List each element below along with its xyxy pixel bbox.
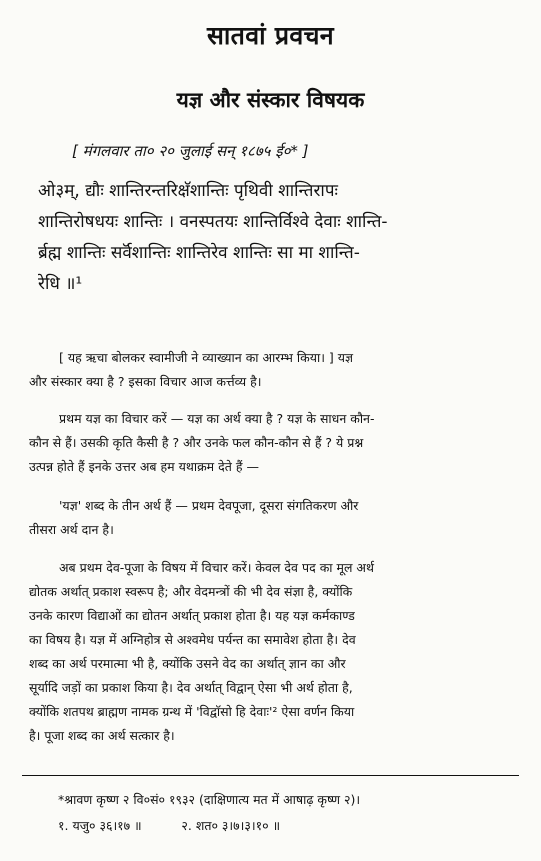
text-line: 'यज्ञ' शब्द के तीन अर्थ हैं — प्रथम देवपूजा, दूसरा संगतिकरण और bbox=[59, 498, 359, 513]
mantra-line: र्ब्रह्म शान्तिः सर्वॅशान्तिः शान्तिरेव शान्तिः सा मा शान्ति- bbox=[38, 243, 360, 263]
text-line: और संस्कार क्या है ? इसका विचार आज कर्त्तव्य है। bbox=[29, 374, 262, 389]
paragraph-meanings bbox=[29, 494, 511, 542]
mantra-line: शान्तिरोषधयः शान्तिः । वनस्पतयः शान्तिर्विश्वे देवाः शान्ति- bbox=[38, 212, 388, 232]
text-line: उत्पन्न होते हैं इनके उत्तर अब हम यथाक्रम देते हैं — bbox=[29, 459, 259, 474]
mantra-line: ओ३म्, द्यौः शान्तिरन्तरिक्षॅशान्तिः पृथिवी शान्तिरापः bbox=[38, 181, 338, 201]
text-line: अब प्रथम देव-पूजा के विषय में विचार करें। केवल देव पद का मूल अर्थ bbox=[59, 560, 374, 575]
chapter-title: सातवां प्रवचन bbox=[207, 21, 334, 50]
footnote-date: *श्रावण कृष्ण २ वि०सं० १९३२ (दाक्षिणात्य मत में आषाढ़ कृष्ण २)। bbox=[58, 792, 361, 807]
text-line: द्योतक अर्थात् प्रकाश स्वरूप है; और वेदमन्त्रों की भी देव संज्ञा है, क्योंकि bbox=[29, 584, 353, 599]
text-line: का विषय है। यज्ञ में अग्निहोत्र से अश्वमेध पर्यन्त का समावेश होता है। देव bbox=[29, 632, 356, 647]
lecture-dateline: [ मंगलवार ता० २० जुलाई सन् १८७५ ई०* ] bbox=[72, 142, 309, 160]
text-line: प्रथम यज्ञ का विचार करें — यज्ञ का अर्थ क्या है ? यज्ञ के साधन कौन- bbox=[59, 411, 375, 426]
text-line: उनके कारण विद्याओं का द्योतन अर्थात् प्रकाश होता है। यह यज्ञ कर्मकाण्ड bbox=[29, 608, 355, 623]
text-line: क्योंकि शतपथ ब्राह्मण नामक ग्रन्थ में 'विद्वाॅसो हि देवाः'² ऐसा वर्णन किया bbox=[29, 704, 355, 719]
text-line: [ यह ऋचा बोलकर स्वामीजी ने व्याख्यान का आरम्भ किया। ] यज्ञ bbox=[59, 350, 354, 365]
chapter-subtitle: यज्ञ और संस्कार विषयक bbox=[176, 88, 365, 112]
mantra-line: रेधि ॥¹ bbox=[38, 274, 83, 294]
text-line: है। पूजा शब्द का अर्थ सत्कार है। bbox=[29, 728, 175, 743]
footnote-references: १. यजु० ३६।१७ ॥ २. शत० ३।७।३।१० ॥ bbox=[58, 818, 281, 833]
text-line: तीसरा अर्थ दान है। bbox=[29, 522, 114, 537]
paragraph-intro bbox=[29, 346, 511, 394]
text-line: कौन से हैं। उसकी कृति कैसी है ? और उनके फल कौन-कौन से हैं ? ये प्रश्न bbox=[29, 435, 364, 450]
text-line: सूर्यादि जड़ों का प्रकाश किया है। देव अर्थात् विद्वान् ऐसा भी अर्थ होता है, bbox=[29, 680, 353, 695]
text-line: शब्द का अर्थ परमात्मा भी है, क्योंकि उसने वेद का अर्थात् ज्ञान का और bbox=[29, 656, 346, 671]
paragraph-devapuja bbox=[29, 556, 511, 748]
footnotes bbox=[58, 787, 518, 839]
paragraph-questions bbox=[29, 407, 511, 479]
footnote-divider bbox=[22, 775, 519, 776]
vedic-mantra bbox=[38, 176, 510, 300]
